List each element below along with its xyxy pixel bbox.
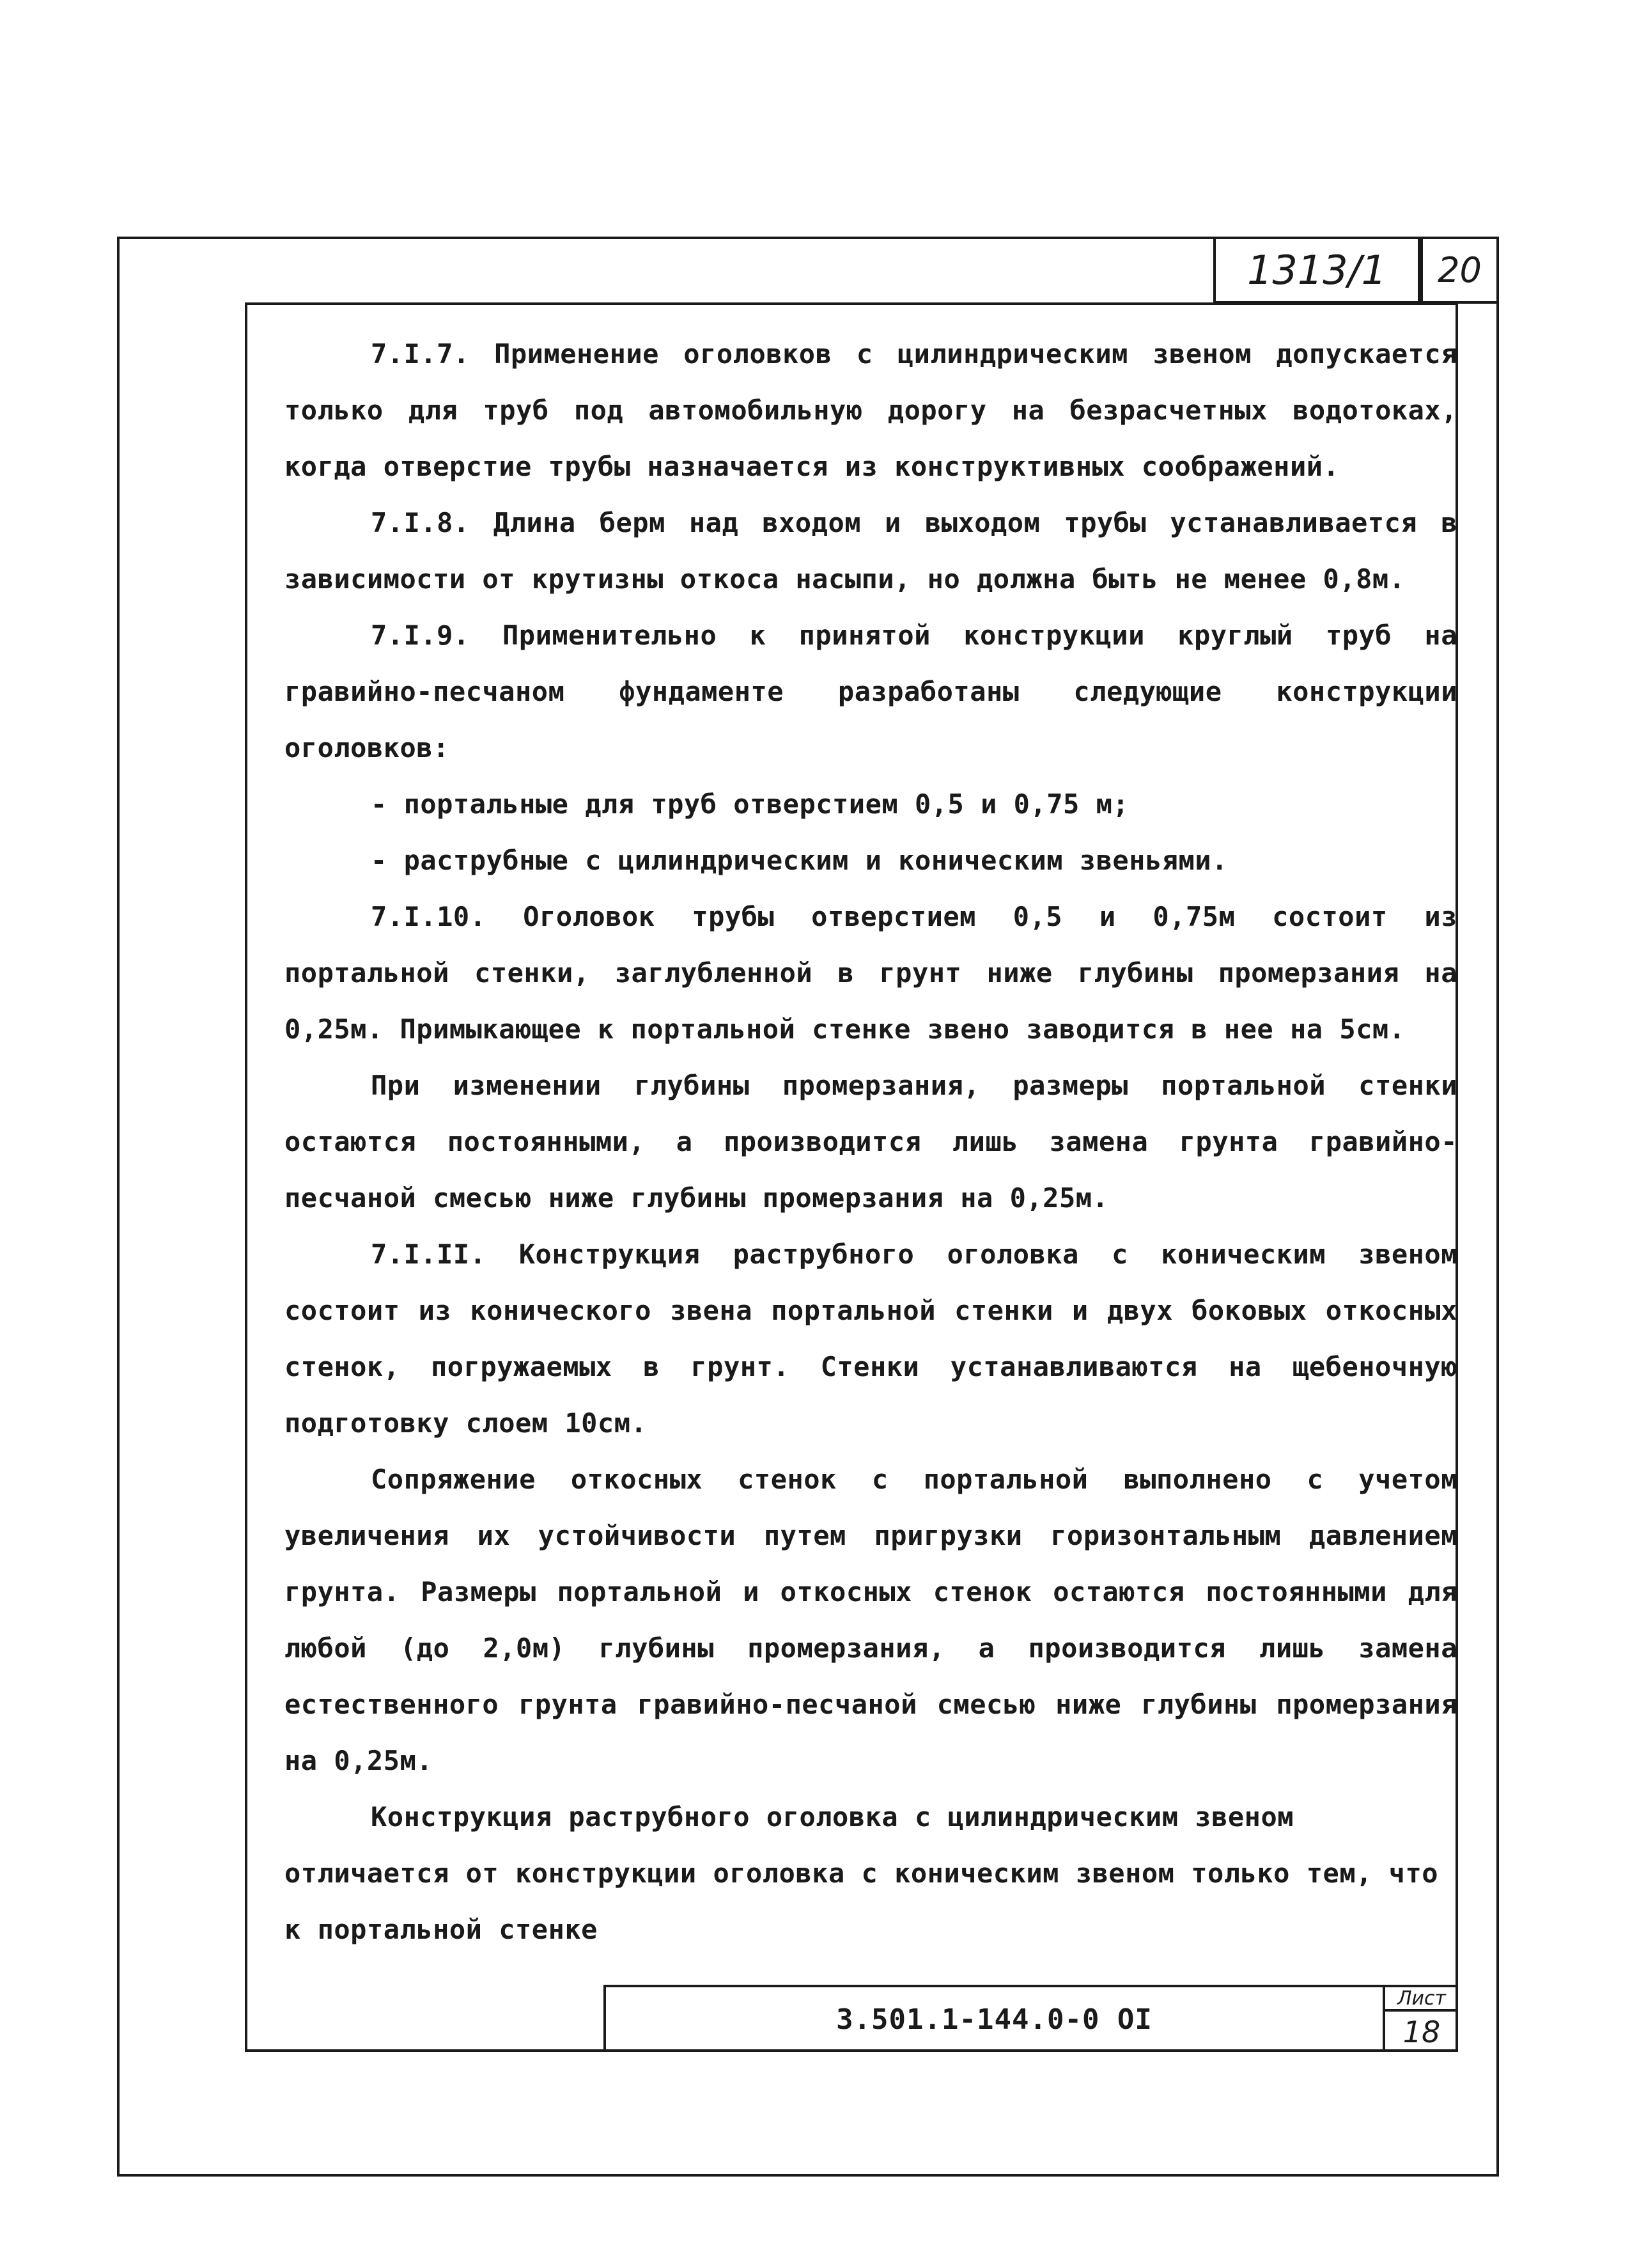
- list-item: - раструбные с цилиндрическим и коническим звеньями.: [371, 845, 1228, 876]
- document-code: 3.501.1-144.0-0 ОI: [836, 2003, 1153, 2036]
- body-text: [284, 326, 1457, 1958]
- paragraph: 7.I.7. Применение оголовков с цилиндрическим звеном допускается только для труб под автомобильную дорогу на безрасчетных водотоках, когда отверстие трубы назначается из конструктивных соображений.: [284, 338, 1457, 482]
- sheet-cell: [1383, 1987, 1458, 2052]
- archive-number-box: [1213, 237, 1420, 304]
- paragraph: Конструкция раструбного оголовка с цилиндрическим звеном отличается от конструкции оголовка с коническим звеном только тем, что к портальной стенке: [284, 1801, 1439, 1945]
- paragraph: 7.I.9. Применительно к принятой конструкции круглый труб на гравийно-песчаном фундаменте разработаны следующие конструкции оголовков:: [284, 620, 1457, 763]
- sheet-label: Лист: [1385, 1987, 1458, 2012]
- paragraph: 7.I.8. Длина берм над входом и выходом трубы устанавливается в зависимости от крутизны откоса насыпи, но должна быть не менее 0,8м.: [284, 507, 1457, 595]
- paragraph: При изменении глубины промерзания, размеры портальной стенки остаются постоянными, а производится лишь замена грунта гравийно-песчаной смесью ниже глубины промерзания на 0,25м.: [284, 1070, 1457, 1214]
- page-number-box: [1420, 237, 1499, 304]
- paragraph: Сопряжение откосных стенок с портальной выполнено с учетом увеличения их устойчивости путем пригрузки горизонтальным давлением грунта. Размеры портальной и откосных стенок остаются постоянными для любой (до 2,0м) глубины промерзания, а производится лишь замена естественного грунта гравийно-песчаной смесью ниже глубины промерзания на 0,25м.: [284, 1464, 1457, 1776]
- title-block: [603, 1985, 1458, 2052]
- archive-number: 1313/1: [1246, 247, 1387, 293]
- sheet-number: 18: [1402, 2014, 1441, 2049]
- paragraph: 7.I.II. Конструкция раструбного оголовка с коническим звеном состоит из конического звена портальной стенки и двух боковых откосных стенок, погружаемых в грунт. Стенки устанавливаются на щебеночную подготовку слоем 10см.: [284, 1239, 1457, 1439]
- paragraph: 7.I.10. Оголовок трубы отверстием 0,5 и 0,75м состоит из портальной стенки, заглубленной в грунт ниже глубины промерзания на 0,25м. Примыкающее к портальной стенке звено заводится в нее на 5см.: [284, 901, 1457, 1045]
- page-number: 20: [1438, 250, 1482, 290]
- list-item: - портальные для труб отверстием 0,5 и 0,75 м;: [371, 788, 1130, 820]
